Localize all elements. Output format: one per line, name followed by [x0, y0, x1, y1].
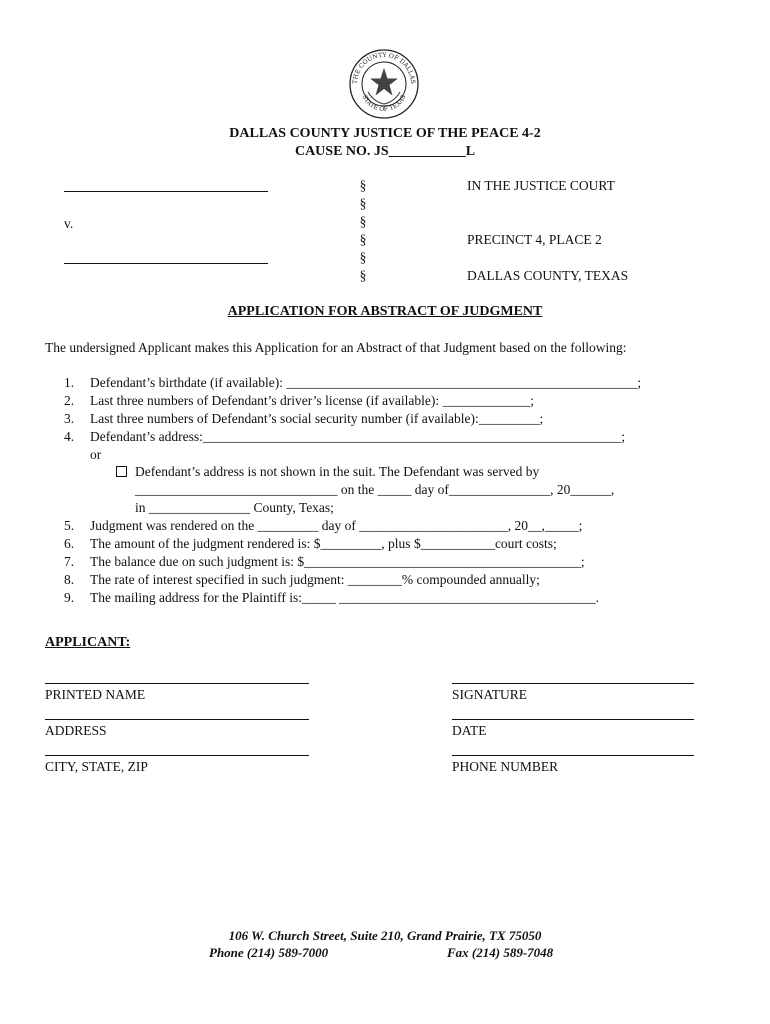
- footer-fax: Fax (214) 589-7048: [447, 945, 554, 960]
- form-title: APPLICATION FOR ABSTRACT OF JUDGMENT: [227, 304, 543, 319]
- list-item[interactable]: 9. The mailing address for the Plaintiff is:_____ ______________________________________.: [64, 590, 599, 605]
- or-label: or: [90, 447, 102, 462]
- seal-star-icon: [370, 68, 398, 96]
- city-state-zip-line[interactable]: [45, 755, 309, 756]
- list-item[interactable]: 5. Judgment was rendered on the _________ day of ______________________, 20__,_____;: [64, 518, 583, 533]
- signature-line[interactable]: [452, 683, 694, 684]
- list-item[interactable]: 3. Last three numbers of Defendant’s social security number (if available):_________;: [64, 411, 544, 426]
- list-item[interactable]: 1. Defendant’s birthdate (if available): ____________________________________________________;: [64, 375, 642, 390]
- signature-label: SIGNATURE: [452, 687, 528, 702]
- list-item[interactable]: 6. The amount of the judgment rendered is: $_________, plus $___________court costs;: [64, 536, 557, 551]
- list-item[interactable]: 4. Defendant’s address:______________________________________________________________;: [64, 429, 626, 444]
- address-line[interactable]: [45, 719, 309, 720]
- defendant-line[interactable]: [64, 263, 268, 264]
- printed-name-label: PRINTED NAME: [45, 687, 146, 702]
- svg-text:STATE OF TEXAS: STATE OF TEXAS: [360, 93, 408, 114]
- county-seal: [348, 48, 420, 120]
- address-label: ADDRESS: [45, 723, 107, 738]
- section-mark: §: [359, 268, 367, 283]
- svg-text:THE COUNTY OF DALLAS: THE COUNTY OF DALLAS: [351, 51, 417, 85]
- court-line-2: PRECINCT 4, PLACE 2: [467, 232, 602, 247]
- city-state-zip-label: CITY, STATE, ZIP: [45, 759, 148, 774]
- phone-label: PHONE NUMBER: [452, 759, 559, 774]
- section-mark: §: [359, 178, 367, 193]
- alt-address-option[interactable]: Defendant’s address is not shown in the suit. The Defendant was served by: [116, 464, 539, 480]
- list-item[interactable]: 7. The balance due on such judgment is: $_________________________________________;: [64, 554, 585, 569]
- court-name: DALLAS COUNTY JUSTICE OF THE PEACE 4-2: [229, 126, 541, 141]
- intro-text: The undersigned Applicant makes this Application for an Abstract of that Judgment based on the following:: [45, 340, 627, 355]
- service-line[interactable]: ______________________________ on the _____ day of_______________, 20______,: [135, 482, 615, 497]
- printed-name-line[interactable]: [45, 683, 309, 684]
- versus-label: v.: [64, 216, 74, 231]
- section-mark: §: [359, 250, 367, 265]
- plaintiff-line[interactable]: [64, 191, 268, 192]
- date-label: DATE: [452, 723, 487, 738]
- court-line-1: IN THE JUSTICE COURT: [467, 178, 615, 193]
- date-line[interactable]: [452, 719, 694, 720]
- list-item[interactable]: 8. The rate of interest specified in such judgment: ________% compounded annually;: [64, 572, 540, 587]
- list-item[interactable]: 2. Last three numbers of Defendant’s driver’s license (if available): _____________;: [64, 393, 534, 408]
- section-mark: §: [359, 214, 367, 229]
- court-line-3: DALLAS COUNTY, TEXAS: [467, 268, 629, 283]
- footer-phone: Phone (214) 589-7000: [209, 945, 329, 960]
- phone-line[interactable]: [452, 755, 694, 756]
- applicant-heading: APPLICANT:: [45, 635, 131, 650]
- section-mark: §: [359, 196, 367, 211]
- footer-address: 106 W. Church Street, Suite 210, Grand Prairie, TX 75050: [228, 928, 542, 943]
- section-mark: §: [359, 232, 367, 247]
- alt-address-checkbox[interactable]: [116, 466, 127, 477]
- county-line[interactable]: in _______________ County, Texas;: [135, 500, 334, 515]
- cause-number: CAUSE NO. JS___________L: [294, 144, 476, 159]
